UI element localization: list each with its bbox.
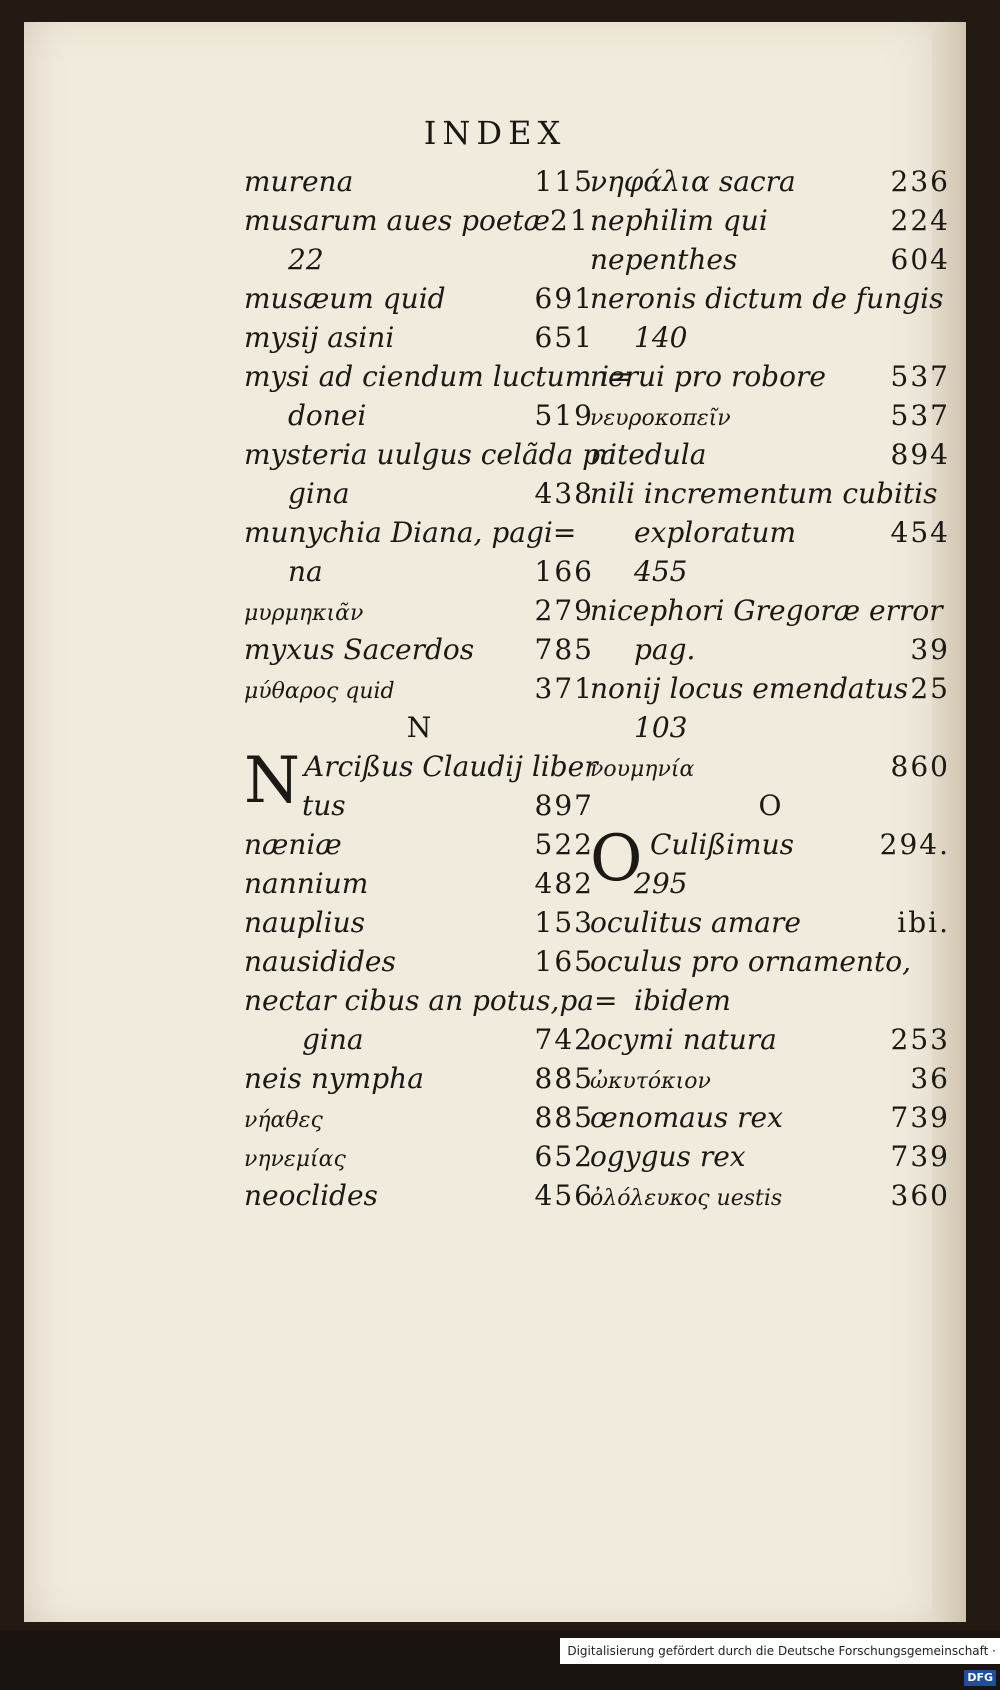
dfg-logo: DFG	[964, 1670, 996, 1686]
index-entry	[590, 1137, 950, 1176]
entry-continuation: donei	[288, 399, 367, 432]
entry-page-number: 36	[910, 1062, 950, 1095]
index-entry	[590, 513, 950, 552]
entry-page-number: 885	[534, 1101, 594, 1134]
entry-term: neis nympha	[244, 1062, 424, 1095]
entry-page-number: 894	[890, 438, 950, 471]
entry-term: oculitus amare	[590, 906, 801, 939]
entry-term: nitedula	[590, 438, 707, 471]
entry-continuation: gina	[288, 477, 350, 510]
entry-term: musarum aues poetæ	[244, 204, 551, 237]
entry-page-number: 224	[890, 204, 950, 237]
entry-term: nausidides	[244, 945, 396, 978]
index-entry	[590, 747, 950, 786]
entry-term: myxus Sacerdos	[244, 633, 475, 666]
index-entry	[244, 981, 618, 1020]
entry-term: νηνεμίας	[244, 1147, 346, 1172]
entry-page-number: 294.	[879, 828, 950, 861]
entry-term: nectar cibus an potus,pa=	[244, 984, 618, 1017]
index-entry	[244, 513, 594, 552]
entry-term: νευροκοπεῖν	[590, 406, 731, 431]
index-column-right	[590, 162, 950, 1215]
digitization-credit	[560, 1638, 1000, 1684]
index-entry	[244, 669, 594, 708]
index-entry	[590, 630, 950, 669]
index-entry	[590, 552, 950, 591]
entry-page-number: 860	[890, 750, 950, 783]
book-page	[24, 22, 966, 1622]
drop-cap: N	[244, 744, 300, 818]
entry-term: nauplius	[244, 906, 365, 939]
entry-page-number: 604	[890, 243, 950, 276]
entry-page-number: 25	[910, 672, 950, 705]
index-entry	[590, 357, 950, 396]
entry-page-number: 456	[534, 1179, 594, 1212]
section-letter: N	[406, 711, 432, 744]
entry-term: νήαθες	[244, 1108, 323, 1133]
index-entry	[590, 1176, 950, 1215]
entry-continuation: 103	[634, 711, 688, 744]
entry-term: μυρμηκιᾶν	[244, 601, 364, 626]
index-column-left	[244, 162, 633, 1215]
entry-term: mysi ad ciendum luctum i=	[244, 360, 633, 393]
entry-page-number: 537	[890, 360, 950, 393]
entry-term: œnomaus rex	[590, 1101, 783, 1134]
index-entry	[590, 669, 950, 708]
entry-term: Arcißus Claudij liber	[304, 750, 598, 783]
index-entry	[244, 1176, 594, 1215]
entry-continuation: ibidem	[634, 984, 731, 1017]
entry-page-number: 652	[534, 1140, 594, 1173]
entry-page-number: 153	[534, 906, 594, 939]
entry-page-number: 742	[534, 1023, 594, 1056]
index-entry	[590, 435, 950, 474]
entry-page-number: 522	[534, 828, 594, 861]
entry-term: neoclides	[244, 1179, 378, 1212]
index-entry	[590, 201, 950, 240]
index-entry	[590, 1020, 950, 1059]
entry-continuation: pag.	[634, 633, 696, 666]
index-entry	[590, 708, 950, 747]
entry-page-number: 279	[534, 594, 594, 627]
index-entry	[244, 396, 594, 435]
entry-continuation: 455	[634, 555, 688, 588]
entry-term: mysteria uulgus celãda pa	[244, 438, 617, 471]
index-entry	[590, 981, 950, 1020]
entry-term: neronis dictum de fungis	[590, 282, 944, 315]
entry-term: oculus pro ornamento,	[590, 945, 912, 978]
entry-term: mysij asini	[244, 321, 395, 354]
index-entry	[244, 474, 594, 513]
entry-term: nepenthes	[590, 243, 738, 276]
entry-term: næniæ	[244, 828, 342, 861]
index-entry	[590, 591, 950, 630]
entry-page-number: 39	[910, 633, 950, 666]
index-entry	[590, 279, 950, 318]
entry-term: nerui pro robore	[590, 360, 826, 393]
index-entry	[244, 435, 617, 474]
entry-page-number: 165	[534, 945, 594, 978]
index-entry	[244, 1059, 594, 1098]
entry-term: ὀλόλευκος uestis	[590, 1186, 783, 1211]
entry-page-number: 519	[534, 399, 594, 432]
index-entry	[590, 1059, 950, 1098]
section-letter: O	[758, 789, 782, 822]
entry-continuation: 140	[634, 321, 688, 354]
index-entry	[244, 201, 601, 240]
entry-term: musæum quid	[244, 282, 446, 315]
index-entry	[244, 279, 594, 318]
index-entry	[590, 240, 950, 279]
index-entry	[244, 942, 594, 981]
index-entry	[244, 825, 594, 864]
entry-term: nonij locus emendatus	[590, 672, 909, 705]
entry-page-number: 371	[534, 672, 594, 705]
entry-continuation: 22	[288, 243, 324, 276]
entry-page-number: 438	[534, 477, 594, 510]
entry-term: ogygus rex	[590, 1140, 746, 1173]
entry-term: murena	[244, 165, 354, 198]
index-entry	[590, 864, 950, 903]
entry-term: ocymi natura	[590, 1023, 777, 1056]
entry-page-number: 691	[534, 282, 594, 315]
entry-page-number: 236	[890, 165, 950, 198]
index-entry	[244, 591, 594, 630]
index-entry	[590, 318, 950, 357]
entry-term: nili incrementum cubitis	[590, 477, 938, 510]
drop-cap: O	[590, 822, 643, 896]
index-entry	[244, 318, 594, 357]
entry-page-number: 360	[890, 1179, 950, 1212]
entry-term: nannium	[244, 867, 369, 900]
entry-page-number: 482	[534, 867, 594, 900]
entry-page-number: 21.	[550, 204, 601, 237]
index-entry	[244, 1137, 594, 1176]
index-entry	[590, 942, 950, 981]
entry-continuation: tus	[302, 789, 346, 822]
credit-text: Digitalisierung gefördert durch die Deutsche Forschungsgemeinschaft ·	[567, 1644, 996, 1658]
index-entry	[244, 552, 594, 591]
index-entry	[244, 162, 594, 201]
entry-page-number: 739	[890, 1101, 950, 1134]
entry-page-number: 897	[534, 789, 594, 822]
entry-page-number: 537	[890, 399, 950, 432]
entry-page-number: 115	[534, 165, 594, 198]
entry-term: munychia Diana, pagi=	[244, 516, 577, 549]
entry-page-number: 785	[534, 633, 594, 666]
index-entry	[590, 1098, 950, 1137]
entry-continuation: na	[288, 555, 323, 588]
entry-page-number: 454	[890, 516, 950, 549]
index-entry	[590, 903, 950, 942]
index-entry	[590, 474, 950, 513]
entry-term: ὠκυτόκιον	[590, 1069, 711, 1094]
index-entry	[244, 864, 594, 903]
index-entry	[244, 630, 594, 669]
entry-continuation: gina	[302, 1023, 364, 1056]
index-entry	[244, 1098, 594, 1137]
entry-term: Culißimus	[650, 828, 794, 861]
entry-page-number: 651	[534, 321, 594, 354]
index-entry	[590, 396, 950, 435]
index-entry	[244, 1020, 594, 1059]
index-entry	[590, 162, 950, 201]
entry-page-number: 253	[890, 1023, 950, 1056]
entry-term: nephilim qui	[590, 204, 768, 237]
index-entry	[244, 903, 594, 942]
entry-term: νουμηνία	[590, 757, 695, 782]
index-entry	[244, 357, 633, 396]
page-header: INDEX	[423, 114, 567, 152]
entry-term: μύθαρος quid	[244, 679, 395, 704]
entry-term: νηφάλια sacra	[590, 165, 796, 198]
index-entry	[244, 240, 594, 279]
entry-page-number: 739	[890, 1140, 950, 1173]
entry-continuation: exploratum	[634, 516, 797, 549]
entry-term: nicephori Gregoræ error	[590, 594, 943, 627]
entry-page-number: ibi.	[897, 906, 950, 939]
entry-page-number: 166	[534, 555, 594, 588]
entry-page-number: 885	[534, 1062, 594, 1095]
entry-continuation: 295	[634, 867, 688, 900]
